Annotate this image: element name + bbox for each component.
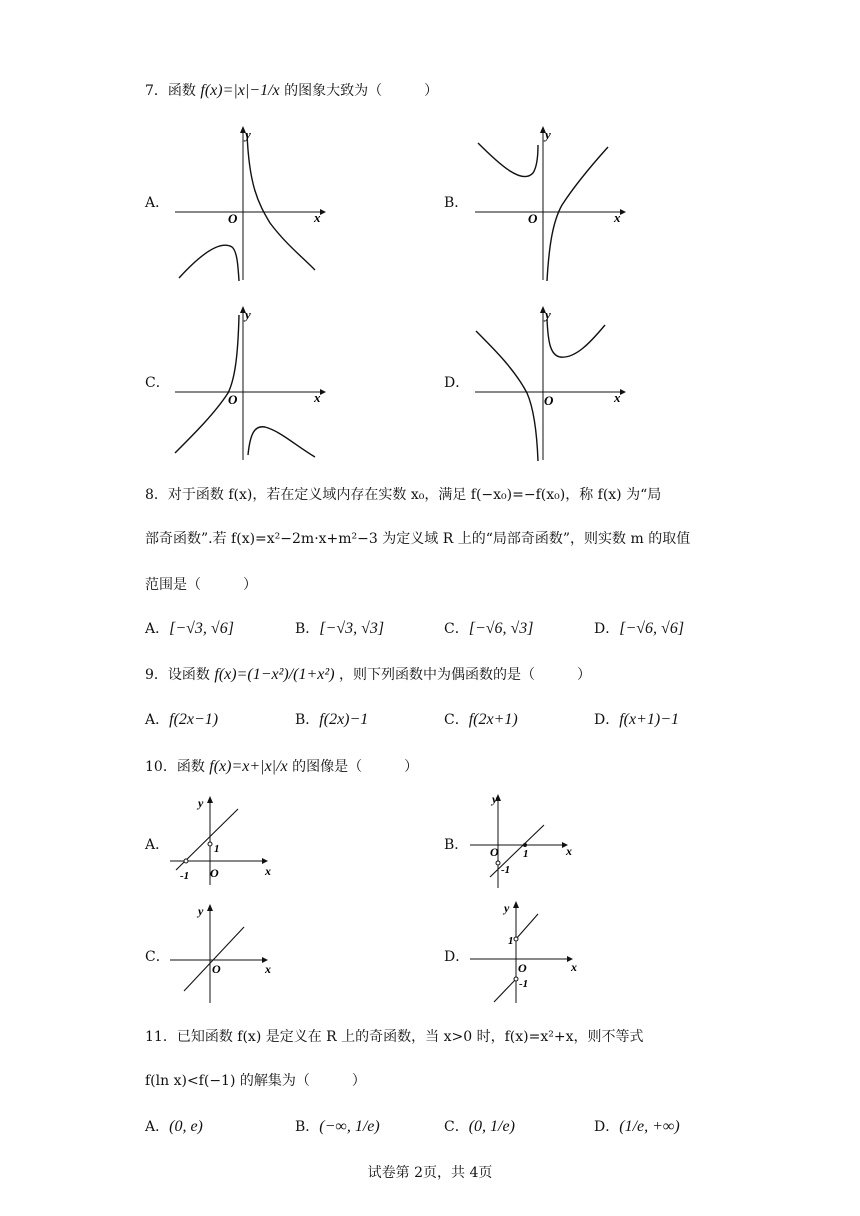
svg-text:O: O — [210, 866, 219, 880]
svg-text:1: 1 — [214, 843, 220, 855]
svg-text:x: x — [571, 960, 577, 974]
q10-graph-b[interactable] — [468, 793, 578, 893]
q7-stem: 7．函数 f(x)=|x|−1/x 的图象大致为（ ） — [145, 82, 439, 99]
svg-text:x: x — [614, 390, 621, 405]
svg-text:O: O — [490, 845, 499, 859]
q11-option-a[interactable]: A．(0, e) — [145, 1118, 203, 1135]
q10-graph-d[interactable] — [468, 900, 583, 1005]
svg-text:O: O — [212, 962, 221, 976]
q7-graph-d[interactable] — [470, 305, 630, 465]
svg-text:x: x — [614, 210, 621, 225]
q8-option-a[interactable]: A．[−√3, √6] — [145, 620, 234, 637]
q9-stem: 9．设函数 f(x)=(1−x²)/(1+x²) ，则下列函数中为偶函数的是（ ） — [145, 666, 591, 683]
svg-text:x: x — [566, 844, 572, 858]
q9-formula: f(x)=(1−x²)/(1+x²) — [214, 666, 335, 683]
q7-graph-a[interactable] — [170, 125, 330, 285]
q9-option-a[interactable]: A．f(2x−1) — [145, 711, 219, 728]
q11-stem-line2: f(ln x)<f(−1) 的解集为（ ） — [145, 1073, 366, 1089]
svg-text:y: y — [198, 904, 204, 918]
svg-text:x: x — [265, 864, 271, 878]
svg-text:1: 1 — [523, 848, 529, 860]
q10-option-a-label[interactable]: A． — [145, 837, 170, 853]
svg-text:-1: -1 — [180, 870, 190, 882]
q10-graph-a[interactable] — [168, 795, 278, 885]
svg-text:y: y — [545, 127, 551, 142]
q10-option-b-label[interactable]: B． — [444, 837, 469, 853]
q7-option-a-label[interactable]: A． — [145, 195, 170, 211]
page-footer: 试卷第 2页，共 4页 — [367, 1165, 493, 1181]
q10-formula: f(x)=x+|x|/x — [209, 758, 288, 775]
q9-option-c[interactable]: C．f(2x+1) — [444, 711, 518, 728]
q11-option-c[interactable]: C．(0, 1/e) — [444, 1118, 515, 1135]
q8-option-b[interactable]: B．[−√3, √3] — [295, 620, 385, 637]
svg-text:x: x — [314, 210, 321, 225]
q7-graph-c[interactable] — [170, 305, 330, 465]
svg-text:-1: -1 — [519, 978, 529, 990]
svg-text:O: O — [528, 211, 538, 226]
q7-option-b-label[interactable]: B． — [444, 195, 469, 211]
q10-option-c-label[interactable]: C． — [145, 949, 170, 965]
svg-text:O: O — [228, 392, 238, 407]
q8-stem-line1: 8．对于函数 f(x)，若在定义域内存在实数 x₀，满足 f(−x₀)=−f(x₀)，称 f(x) 为“局 — [145, 487, 662, 503]
q11-option-b[interactable]: B．(−∞, 1/e) — [295, 1118, 380, 1135]
svg-text:y: y — [198, 796, 204, 810]
q9-option-d[interactable]: D．f(x+1)−1 — [594, 711, 680, 728]
q10-graph-c[interactable] — [168, 903, 278, 1003]
q10-stem: 10．函数 f(x)=x+|x|/x 的图像是（ ） — [145, 758, 419, 775]
q7-graph-b[interactable] — [470, 125, 630, 285]
q7-option-d-label[interactable]: D． — [444, 375, 470, 391]
q8-option-d[interactable]: D．[−√6, √6] — [594, 620, 685, 637]
svg-text:x: x — [265, 962, 271, 976]
q7-formula: f(x)=|x|−1/x — [200, 82, 280, 99]
svg-text:O: O — [518, 961, 527, 975]
svg-text:y: y — [504, 901, 510, 915]
q9-option-b[interactable]: B．f(2x)−1 — [295, 711, 369, 728]
svg-text:y: y — [492, 792, 498, 806]
svg-text:y: y — [545, 307, 551, 322]
q7-option-c-label[interactable]: C． — [145, 375, 170, 391]
svg-text:1: 1 — [508, 935, 514, 947]
svg-text:y: y — [245, 127, 251, 142]
svg-text:y: y — [245, 307, 251, 322]
q11-stem-line1: 11．已知函数 f(x) 是定义在 R 上的奇函数，当 x>0 时，f(x)=x²+x，则不等式 — [145, 1029, 644, 1045]
svg-text:O: O — [228, 211, 238, 226]
q8-option-c[interactable]: C．[−√6, √3] — [444, 620, 534, 637]
q10-option-d-label[interactable]: D． — [444, 949, 470, 965]
q8-stem-line2: 部奇函数”.若 f(x)=x²−2m·x+m²−3 为定义域 R 上的“局部奇函数”，则实数 m 的取值 — [145, 531, 691, 547]
svg-text:x: x — [314, 390, 321, 405]
q8-stem-line3: 范围是（ ） — [145, 577, 257, 593]
svg-text:-1: -1 — [501, 864, 511, 876]
q11-option-d[interactable]: D．(1/e, +∞) — [594, 1118, 680, 1135]
svg-text:O: O — [544, 393, 554, 408]
